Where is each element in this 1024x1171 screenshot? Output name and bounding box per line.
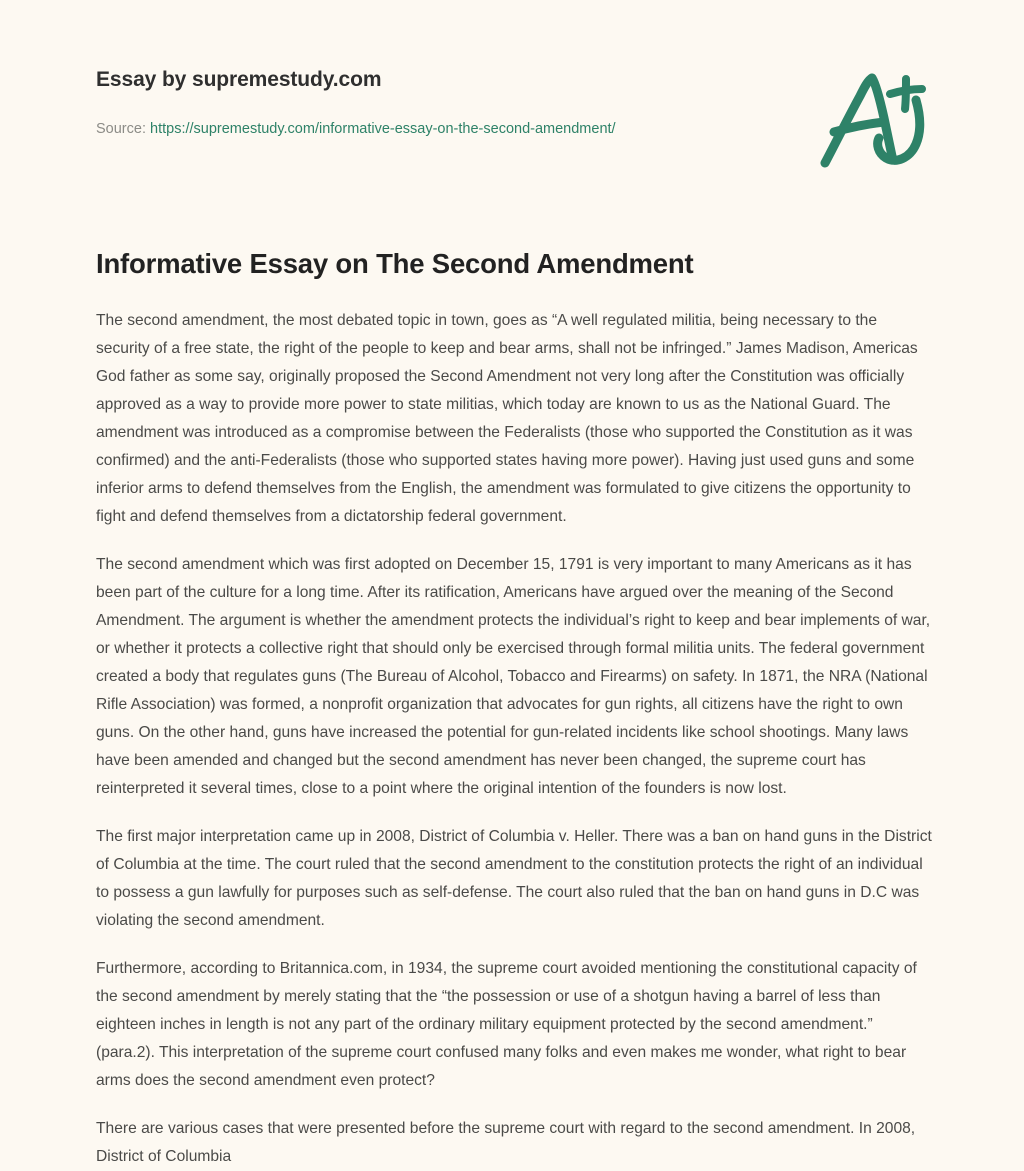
article-paragraph: Furthermore, according to Britannica.com, in 1934, the supreme court avoided mentioning the constitutional capacity of the second amendment by merely stating that the “the possession or use of a shotgun having a barrel of less than eighteen inches in length is not any part of the ordinary military equipment protected by the second amendment.” (para.2). This interpretation of the supreme court confused many folks and even makes me wonder, what right to bear arms does the second amendment even protect? xyxy=(96,960,917,1089)
article-paragraph: The second amendment, the most debated topic in town, goes as “A well regulated militia, being necessary to the security of a free state, the right of the people to keep and bear arms, shall not be infringed.” James Madison, Americas God father as some say, originally proposed the Second Amendment not very long after the Constitution was officially approved as a way to provide more power to state militias, which today are known to us as the National Guard. The amendment was introduced as a compromise between the Federalists (those who supported the Constitution as it was confirmed) and the anti-Federalists (those who supported states having more power). Having just used guns and some inferior arms to defend themselves from the English, the amendment was formulated to give citizens the opportunity to fight and defend themselves from a dictatorship federal government. xyxy=(96,312,918,525)
page-title: Informative Essay on The Second Amendment xyxy=(96,248,694,279)
source-line xyxy=(96,119,616,139)
source-url-link[interactable]: https://supremestudy.com/informative-essay-on-the-second-amendment/ xyxy=(150,121,616,137)
article-body xyxy=(96,307,932,1171)
a-plus-logo-icon xyxy=(812,66,930,176)
page-header xyxy=(0,0,1024,200)
essay-byline: Essay by supremestudy.com xyxy=(96,68,382,91)
source-label: Source: xyxy=(96,121,146,137)
a-plus-logo xyxy=(812,66,930,176)
article-paragraph: There are various cases that were presented before the supreme court with regard to the second amendment. In 2008, District of Columbia xyxy=(96,1120,916,1165)
article-paragraph: The first major interpretation came up in 2008, District of Columbia v. Heller. There was a ban on hand guns in the District of Columbia at the time. The court ruled that the second amendment to the constitution protects the right of an individual to possess a gun lawfully for purposes such as self-defense. The court also ruled that the ban on hand guns in D.C was violating the second amendment. xyxy=(96,828,932,929)
article xyxy=(96,247,932,1171)
article-paragraph: The second amendment which was first adopted on December 15, 1791 is very important to many Americans as it has been part of the culture for a long time. After its ratification, Americans have argued over the meaning of the Second Amendment. The argument is whether the amendment protects the individual’s right to keep and bear implements of war, or whether it protects a collective right that should only be exercised through formal militia units. The federal government created a body that regulates guns (The Bureau of Alcohol, Tobacco and Firearms) on safety. In 1871, the NRA (National Rifle Association) was formed, a nonprofit organization that advocates for gun rights, all citizens have the right to own guns. On the other hand, guns have increased the potential for gun-related incidents like school shootings. Many laws have been amended and changed but the second amendment has never been changed, the supreme court has reinterpreted it several times, close to a point where the original intention of the founders is now lost. xyxy=(96,556,931,797)
